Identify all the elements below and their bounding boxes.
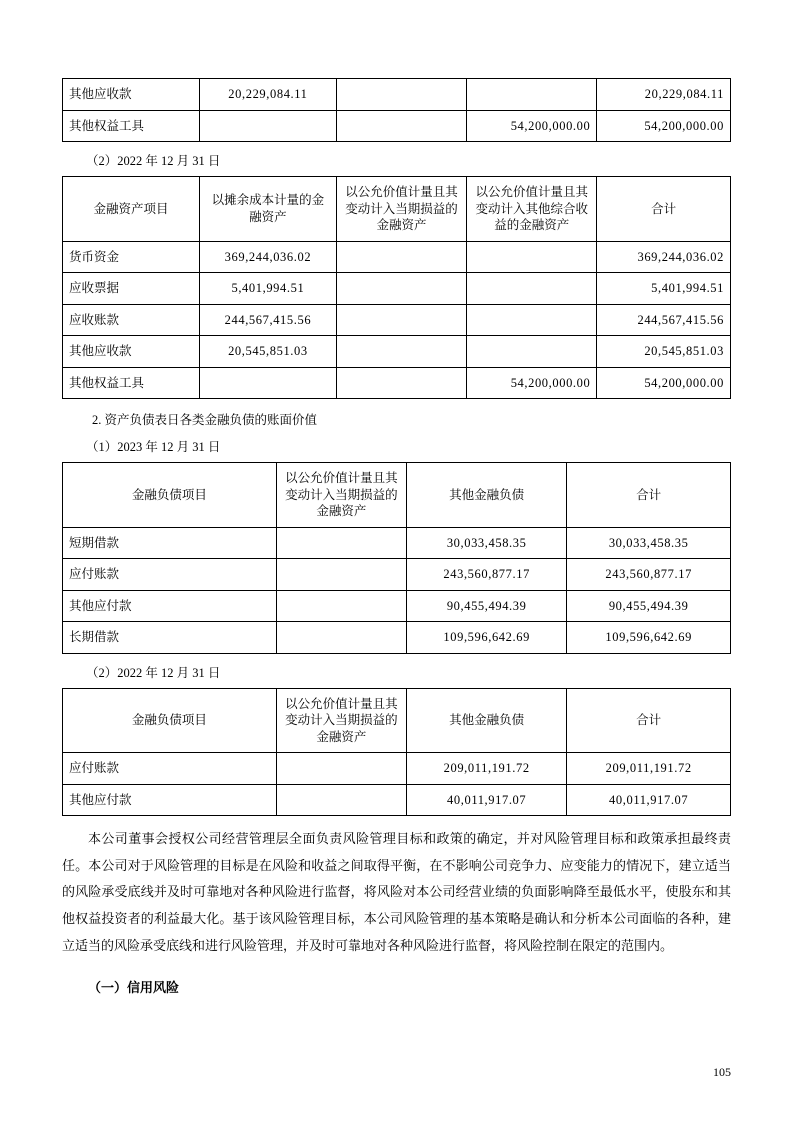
row-fvtpl	[276, 753, 406, 785]
caption-liabilities-2023: （1）2023 年 12 月 31 日	[86, 440, 221, 454]
row-other: 40,011,917.07	[407, 784, 567, 816]
row-other: 243,560,877.17	[407, 559, 567, 591]
caption-assets-2022: （2）2022 年 12 月 31 日	[86, 154, 221, 168]
table-liabilities-2023	[62, 462, 731, 654]
row-fvtpl	[336, 110, 466, 142]
row-fvoci: 54,200,000.00	[467, 110, 597, 142]
table-row	[63, 590, 731, 622]
table-row	[63, 367, 731, 399]
row-amortized-cost: 369,244,036.02	[199, 241, 336, 273]
row-item: 其他应付款	[63, 784, 277, 816]
row-fvtpl	[336, 79, 466, 111]
row-other: 90,455,494.39	[407, 590, 567, 622]
header-other-liabilities: 其他金融负债	[407, 463, 567, 528]
row-item: 长期借款	[63, 622, 277, 654]
row-total: 369,244,036.02	[597, 241, 731, 273]
row-fvoci: 54,200,000.00	[467, 367, 597, 399]
header-item: 金融资产项目	[63, 177, 200, 242]
row-fvtpl	[336, 241, 466, 273]
table-header-row	[63, 688, 731, 753]
row-total: 243,560,877.17	[567, 559, 731, 591]
row-total: 244,567,415.56	[597, 304, 731, 336]
row-amortized-cost: 20,229,084.11	[199, 79, 336, 111]
row-amortized-cost: 244,567,415.56	[199, 304, 336, 336]
table-header-row	[63, 177, 731, 242]
row-total: 20,229,084.11	[597, 79, 731, 111]
table-row	[63, 241, 731, 273]
row-item: 应付账款	[63, 753, 277, 785]
table-row	[63, 110, 731, 142]
row-amortized-cost	[199, 110, 336, 142]
row-fvoci	[467, 241, 597, 273]
header-fvtpl: 以公允价值计量且其变动计入当期损益的金融资产	[276, 688, 406, 753]
row-fvtpl	[336, 367, 466, 399]
header-amortized-cost: 以摊余成本计量的金融资产	[199, 177, 336, 242]
row-item: 其他应收款	[63, 336, 200, 368]
row-item: 其他权益工具	[63, 367, 200, 399]
row-amortized-cost	[199, 367, 336, 399]
row-item: 应收票据	[63, 273, 200, 305]
row-total: 54,200,000.00	[597, 110, 731, 142]
header-total: 合计	[597, 177, 731, 242]
header-fvtpl: 以公允价值计量且其变动计入当期损益的金融资产	[276, 463, 406, 528]
row-item: 应收账款	[63, 304, 200, 336]
table-row	[63, 784, 731, 816]
row-fvtpl	[336, 304, 466, 336]
row-fvtpl	[276, 622, 406, 654]
row-fvoci	[467, 304, 597, 336]
header-item: 金融负债项目	[63, 463, 277, 528]
table-assets-2022	[62, 176, 731, 399]
row-fvtpl	[336, 273, 466, 305]
row-total: 209,011,191.72	[567, 753, 731, 785]
row-total: 20,545,851.03	[597, 336, 731, 368]
row-fvtpl	[276, 559, 406, 591]
table-row	[63, 304, 731, 336]
row-other: 209,011,191.72	[407, 753, 567, 785]
header-other-liabilities: 其他金融负债	[407, 688, 567, 753]
table-assets-2023-continued	[62, 78, 731, 142]
row-fvtpl	[276, 527, 406, 559]
row-item: 其他权益工具	[63, 110, 200, 142]
header-total: 合计	[567, 463, 731, 528]
row-total: 54,200,000.00	[597, 367, 731, 399]
table-row	[63, 273, 731, 305]
row-fvoci	[467, 79, 597, 111]
table-row	[63, 79, 731, 111]
row-amortized-cost: 5,401,994.51	[199, 273, 336, 305]
header-fvtpl: 以公允价值计量且其变动计入当期损益的金融资产	[336, 177, 466, 242]
page-number: 105	[713, 1065, 731, 1079]
header-item: 金融负债项目	[63, 688, 277, 753]
row-fvtpl	[276, 784, 406, 816]
row-total: 90,455,494.39	[567, 590, 731, 622]
table-row	[63, 559, 731, 591]
caption-liabilities-2022: （2）2022 年 12 月 31 日	[86, 665, 221, 680]
heading-liabilities: 2. 资产负债表日各类金融负债的账面价值	[92, 413, 318, 427]
row-total: 5,401,994.51	[597, 273, 731, 305]
row-item: 其他应收款	[63, 79, 200, 111]
table-row	[63, 753, 731, 785]
table-row	[63, 527, 731, 559]
row-fvoci	[467, 336, 597, 368]
row-item: 应付账款	[63, 559, 277, 591]
row-other: 30,033,458.35	[407, 527, 567, 559]
table-liabilities-2022	[62, 688, 731, 817]
section-heading-credit-risk: （一）信用风险	[88, 980, 180, 996]
header-total: 合计	[567, 688, 731, 753]
row-total: 109,596,642.69	[567, 622, 731, 654]
row-total: 30,033,458.35	[567, 527, 731, 559]
row-item: 货币资金	[63, 241, 200, 273]
row-fvoci	[467, 273, 597, 305]
row-total: 40,011,917.07	[567, 784, 731, 816]
table-row	[63, 622, 731, 654]
row-other: 109,596,642.69	[407, 622, 567, 654]
row-amortized-cost: 20,545,851.03	[199, 336, 336, 368]
table-row	[63, 336, 731, 368]
table-header-row	[63, 463, 731, 528]
risk-management-paragraph: 本公司董事会授权公司经营管理层全面负责风险管理目标和政策的确定，并对风险管理目标和政策承担最终责任。本公司对于风险管理的目标是在风险和收益之间取得平衡，在不影响公司竞争力、应变能力的情况下，建立适当的风险承受底线并及时可靠地对各种风险进行监督，将风险对本公司经营业绩的负面影响降至最低水平，使股东和其他权益投资者的利益最大化。基于该风险管理目标，本公司风险管理的基本策略是确认和分析本公司面临的各种，建立适当的风险承受底线和进行风险管理，并及时可靠地对各种风险进行监督，将风险控制在限定的范围内。	[62, 831, 731, 953]
row-fvtpl	[276, 590, 406, 622]
row-item: 短期借款	[63, 527, 277, 559]
row-fvtpl	[336, 336, 466, 368]
row-item: 其他应付款	[63, 590, 277, 622]
header-fvoci: 以公允价值计量且其变动计入其他综合收益的金融资产	[467, 177, 597, 242]
